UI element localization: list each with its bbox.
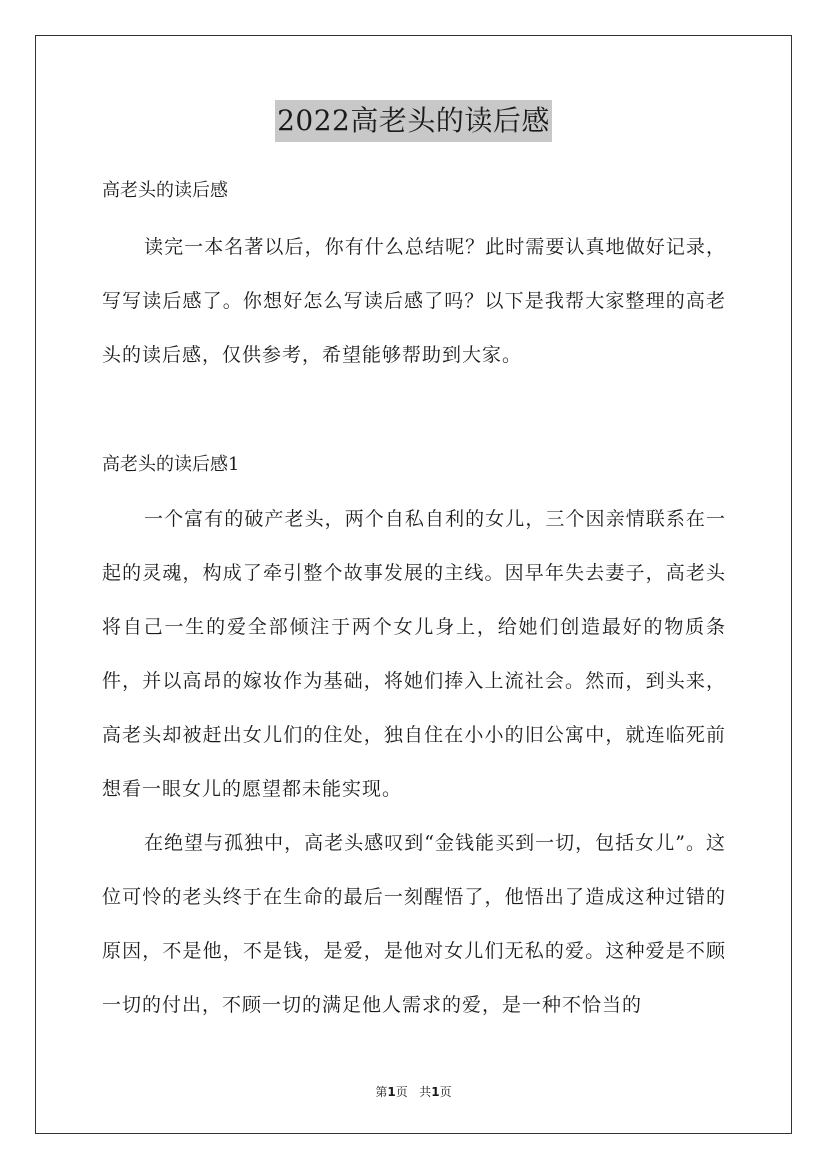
intro-paragraph: 读完一本名著以后，你有什么总结呢？此时需要认真地做好记录，写写读后感了。你想好怎么写读后感了吗？以下是我帮大家整理的高老头的读后感，仅供参考，希望能够帮助到大家。: [102, 236, 726, 366]
total-suffix: 页: [439, 1085, 452, 1099]
page-footer: [0, 1083, 827, 1101]
section-paragraph-2: 在绝望与孤独中，高老头感叹到“金钱能买到一切，包括女儿”。这位可怜的老头终于在生命的最后一刻醒悟了，他悟出了造成这种过错的原因，不是他，不是钱，是爱，是他对女儿们无私的爱。这种爱是不顾一切的付出，不顾一切的满足他人需求的爱，是一种不恰当的: [102, 832, 726, 1016]
page-number: 1: [387, 1085, 396, 1099]
total-pages: 1: [431, 1085, 440, 1099]
document-title: 2022高老头的读后感: [275, 100, 552, 142]
page-prefix: 第: [375, 1085, 388, 1099]
total-prefix: 共: [419, 1085, 432, 1099]
section-heading: 高老头的读后感1: [102, 454, 240, 475]
section-paragraph: 一个富有的破产老头，两个自私自利的女儿，三个因亲情联系在一起的灵魂，构成了牵引整个故事发展的主线。因早年失去妻子，高老头将自己一生的爱全部倾注于两个女儿身上，给她们创造最好的物质条件，并以高昂的嫁妆作为基础，将她们捧入上流社会。然而，到头来，高老头却被赶出女儿们的住处，独自住在小小的旧公寓中，就连临死前想看一眼女儿的愿望都未能实现。: [102, 508, 726, 800]
page-suffix: 页: [395, 1085, 408, 1099]
title-container: [0, 100, 827, 142]
document-subtitle: 高老头的读后感: [102, 180, 228, 201]
